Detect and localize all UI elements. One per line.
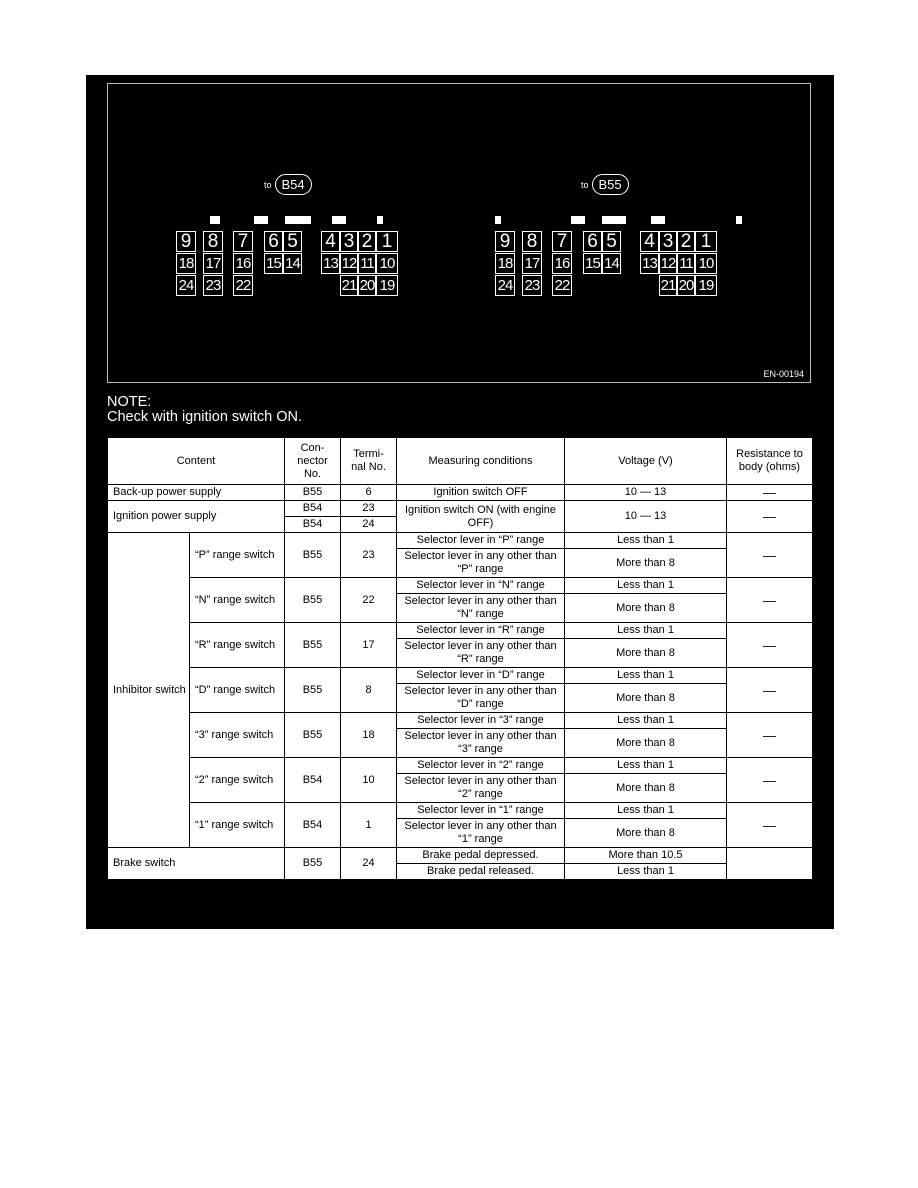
table-row-inhibitor-range (108, 758, 813, 774)
table-row-inhibitor-range (108, 668, 813, 684)
ignition-terminal-2: 24 (341, 517, 397, 533)
pin-2: 2 (677, 231, 695, 252)
connector-key-tab (285, 216, 311, 224)
range-connector: B55 (285, 713, 341, 758)
range-resistance: — (727, 803, 813, 848)
figure-code: EN-00194 (763, 369, 804, 379)
note (107, 395, 302, 425)
pin-10: 10 (695, 253, 717, 274)
pin-4: 4 (640, 231, 659, 252)
pin-1: 1 (376, 231, 398, 252)
pin-19: 19 (376, 275, 398, 296)
ignition-connector-1: B54 (285, 501, 341, 517)
header-terminal: Termi- nal No. (341, 438, 397, 485)
pin-8: 8 (522, 231, 542, 252)
brake-condition-1: Brake pedal depressed. (397, 848, 565, 864)
pin-20: 20 (359, 277, 375, 294)
range-condition-in: Selector lever in “N” range (397, 578, 565, 594)
pin-5: 5 (602, 231, 621, 252)
range-voltage-other: More than 8 (565, 549, 727, 578)
range-connector: B55 (285, 533, 341, 578)
connector-key-tab (332, 216, 346, 224)
range-condition-other: Selector lever in any other than “2” range (397, 774, 565, 803)
range-terminal: 23 (341, 533, 397, 578)
connector-label-b54 (264, 174, 312, 195)
range-switch-name: “P” range switch (190, 533, 285, 578)
range-switch-name: “N” range switch (190, 578, 285, 623)
range-voltage-other: More than 8 (565, 684, 727, 713)
range-resistance: — (727, 623, 813, 668)
inhibitor-rows (108, 533, 813, 848)
range-connector: B54 (285, 758, 341, 803)
ignition-resistance: — (727, 501, 813, 533)
range-resistance: — (727, 578, 813, 623)
table-row-backup (108, 485, 813, 501)
range-voltage-in: Less than 1 (565, 668, 727, 684)
connector-name: B55 (592, 174, 629, 195)
range-resistance: — (727, 533, 813, 578)
pin-23: 23 (522, 275, 542, 296)
range-connector: B54 (285, 803, 341, 848)
ignition-condition: Ignition switch ON (with engine OFF) (397, 501, 565, 533)
range-resistance: — (727, 758, 813, 803)
backup-condition: Ignition switch OFF (397, 485, 565, 501)
brake-content: Brake switch (108, 848, 285, 880)
pin-18: 18 (495, 253, 515, 274)
pin-19: 19 (695, 275, 717, 296)
table-row-inhibitor-range (108, 713, 813, 729)
pin-5: 5 (283, 231, 302, 252)
connector-diagram (107, 83, 811, 383)
pin-13: 13 (640, 253, 659, 274)
range-condition-other: Selector lever in any other than “R” range (397, 639, 565, 668)
range-condition-other: Selector lever in any other than “D” range (397, 684, 565, 713)
range-terminal: 1 (341, 803, 397, 848)
connector-key-tab (736, 216, 742, 224)
backup-connector: B55 (285, 485, 341, 501)
brake-connector: B55 (285, 848, 341, 880)
connector-key-tab (602, 216, 626, 224)
ignition-content: Ignition power supply (108, 501, 285, 533)
range-switch-name: “D” range switch (190, 668, 285, 713)
brake-resistance (727, 848, 813, 880)
range-terminal: 8 (341, 668, 397, 713)
pin-3: 3 (659, 231, 677, 252)
pin-3: 3 (340, 231, 358, 252)
pin-11: 11 (677, 253, 695, 274)
pin-16: 16 (552, 253, 572, 274)
brake-voltage-2: Less than 1 (565, 864, 727, 880)
note-heading: NOTE: (107, 394, 152, 410)
backup-resistance: — (727, 485, 813, 501)
range-resistance: — (727, 713, 813, 758)
range-connector: B55 (285, 668, 341, 713)
backup-content: Back-up power supply (108, 485, 285, 501)
pin-6: 6 (583, 231, 602, 252)
ignition-connector-2: B54 (285, 517, 341, 533)
range-voltage-in: Less than 1 (565, 758, 727, 774)
pin-2: 2 (358, 231, 376, 252)
pin-4: 4 (321, 231, 340, 252)
connector-key-tab (210, 216, 220, 224)
backup-terminal: 6 (341, 485, 397, 501)
connector-key-tab (254, 216, 268, 224)
pin-18: 18 (176, 253, 196, 274)
range-voltage-in: Less than 1 (565, 713, 727, 729)
range-condition-in: Selector lever in “3” range (397, 713, 565, 729)
backup-voltage: 10 — 13 (565, 485, 727, 501)
header-connector: Con- nector No. (285, 438, 341, 485)
connector-prefix: to (264, 179, 272, 190)
range-connector: B55 (285, 578, 341, 623)
range-condition-other: Selector lever in any other than “1” range (397, 819, 565, 848)
range-switch-name: “R” range switch (190, 623, 285, 668)
pin-12: 12 (341, 255, 357, 272)
range-voltage-other: More than 8 (565, 729, 727, 758)
pin-14: 14 (283, 253, 302, 274)
connector-prefix: to (581, 179, 589, 190)
pin-1: 1 (695, 231, 717, 252)
connector-name: B54 (275, 174, 312, 195)
pin-7: 7 (552, 231, 572, 252)
range-switch-name: “2” range switch (190, 758, 285, 803)
range-voltage-in: Less than 1 (565, 578, 727, 594)
range-condition-in: Selector lever in “2” range (397, 758, 565, 774)
table-row-ignition-1 (108, 501, 813, 517)
pin-22: 22 (233, 275, 253, 296)
connector-key-tab (377, 216, 383, 224)
brake-terminal: 24 (341, 848, 397, 880)
pin-10: 10 (376, 253, 398, 274)
range-condition-other: Selector lever in any other than “P” range (397, 549, 565, 578)
connector-label-b55 (581, 174, 629, 195)
range-terminal: 17 (341, 623, 397, 668)
connector-key-tab (651, 216, 665, 224)
pin-21: 21 (341, 277, 357, 294)
range-terminal: 22 (341, 578, 397, 623)
pin-21: 21 (660, 277, 676, 294)
table-row-brake-1 (108, 848, 813, 864)
measurement-table (107, 437, 813, 880)
range-condition-in: Selector lever in “1” range (397, 803, 565, 819)
pin-7: 7 (233, 231, 253, 252)
range-terminal: 10 (341, 758, 397, 803)
pin-8: 8 (203, 231, 223, 252)
pin-17: 17 (203, 253, 223, 274)
pin-11: 11 (358, 253, 376, 274)
pin-13: 13 (321, 253, 340, 274)
pin-23: 23 (203, 275, 223, 296)
header-conditions: Measuring conditions (397, 438, 565, 485)
pin-14: 14 (602, 253, 621, 274)
range-voltage-in: Less than 1 (565, 623, 727, 639)
range-connector: B55 (285, 623, 341, 668)
pin-24: 24 (495, 275, 515, 296)
inhibitor-label: Inhibitor switch (108, 533, 190, 848)
ignition-terminal-1: 23 (341, 501, 397, 517)
connector-key-tab (495, 216, 501, 224)
pin-12: 12 (660, 255, 676, 272)
pin-20: 20 (678, 277, 694, 294)
range-condition-in: Selector lever in “R” range (397, 623, 565, 639)
pin-17: 17 (522, 253, 542, 274)
table-row-inhibitor-range (108, 578, 813, 594)
table-row-inhibitor-range (108, 533, 813, 549)
pin-22: 22 (552, 275, 572, 296)
range-voltage-in: Less than 1 (565, 803, 727, 819)
header-row (108, 438, 813, 485)
range-switch-name: “1” range switch (190, 803, 285, 848)
range-condition-in: Selector lever in “D” range (397, 668, 565, 684)
range-voltage-other: More than 8 (565, 819, 727, 848)
ignition-voltage: 10 — 13 (565, 501, 727, 533)
range-switch-name: “3” range switch (190, 713, 285, 758)
pin-6: 6 (264, 231, 283, 252)
table-row-inhibitor-range (108, 623, 813, 639)
pin-24: 24 (176, 275, 196, 296)
range-voltage-in: Less than 1 (565, 533, 727, 549)
connector-key-tab (571, 216, 585, 224)
brake-voltage-1: More than 10.5 (565, 848, 727, 864)
pin-9: 9 (495, 231, 515, 252)
note-text: Check with ignition switch ON. (107, 409, 303, 425)
pin-15: 15 (264, 253, 283, 274)
range-resistance: — (727, 668, 813, 713)
pin-9: 9 (176, 231, 196, 252)
brake-condition-2: Brake pedal released. (397, 864, 565, 880)
range-voltage-other: More than 8 (565, 774, 727, 803)
pin-16: 16 (233, 253, 253, 274)
header-content: Content (108, 438, 285, 485)
range-condition-other: Selector lever in any other than “3” range (397, 729, 565, 758)
header-voltage: Voltage (V) (565, 438, 727, 485)
table-row-inhibitor-range (108, 803, 813, 819)
range-condition-other: Selector lever in any other than “N” range (397, 594, 565, 623)
pin-15: 15 (583, 253, 602, 274)
range-voltage-other: More than 8 (565, 594, 727, 623)
range-voltage-other: More than 8 (565, 639, 727, 668)
range-condition-in: Selector lever in “P” range (397, 533, 565, 549)
range-terminal: 18 (341, 713, 397, 758)
header-resistance: Resistance to body (ohms) (727, 438, 813, 485)
